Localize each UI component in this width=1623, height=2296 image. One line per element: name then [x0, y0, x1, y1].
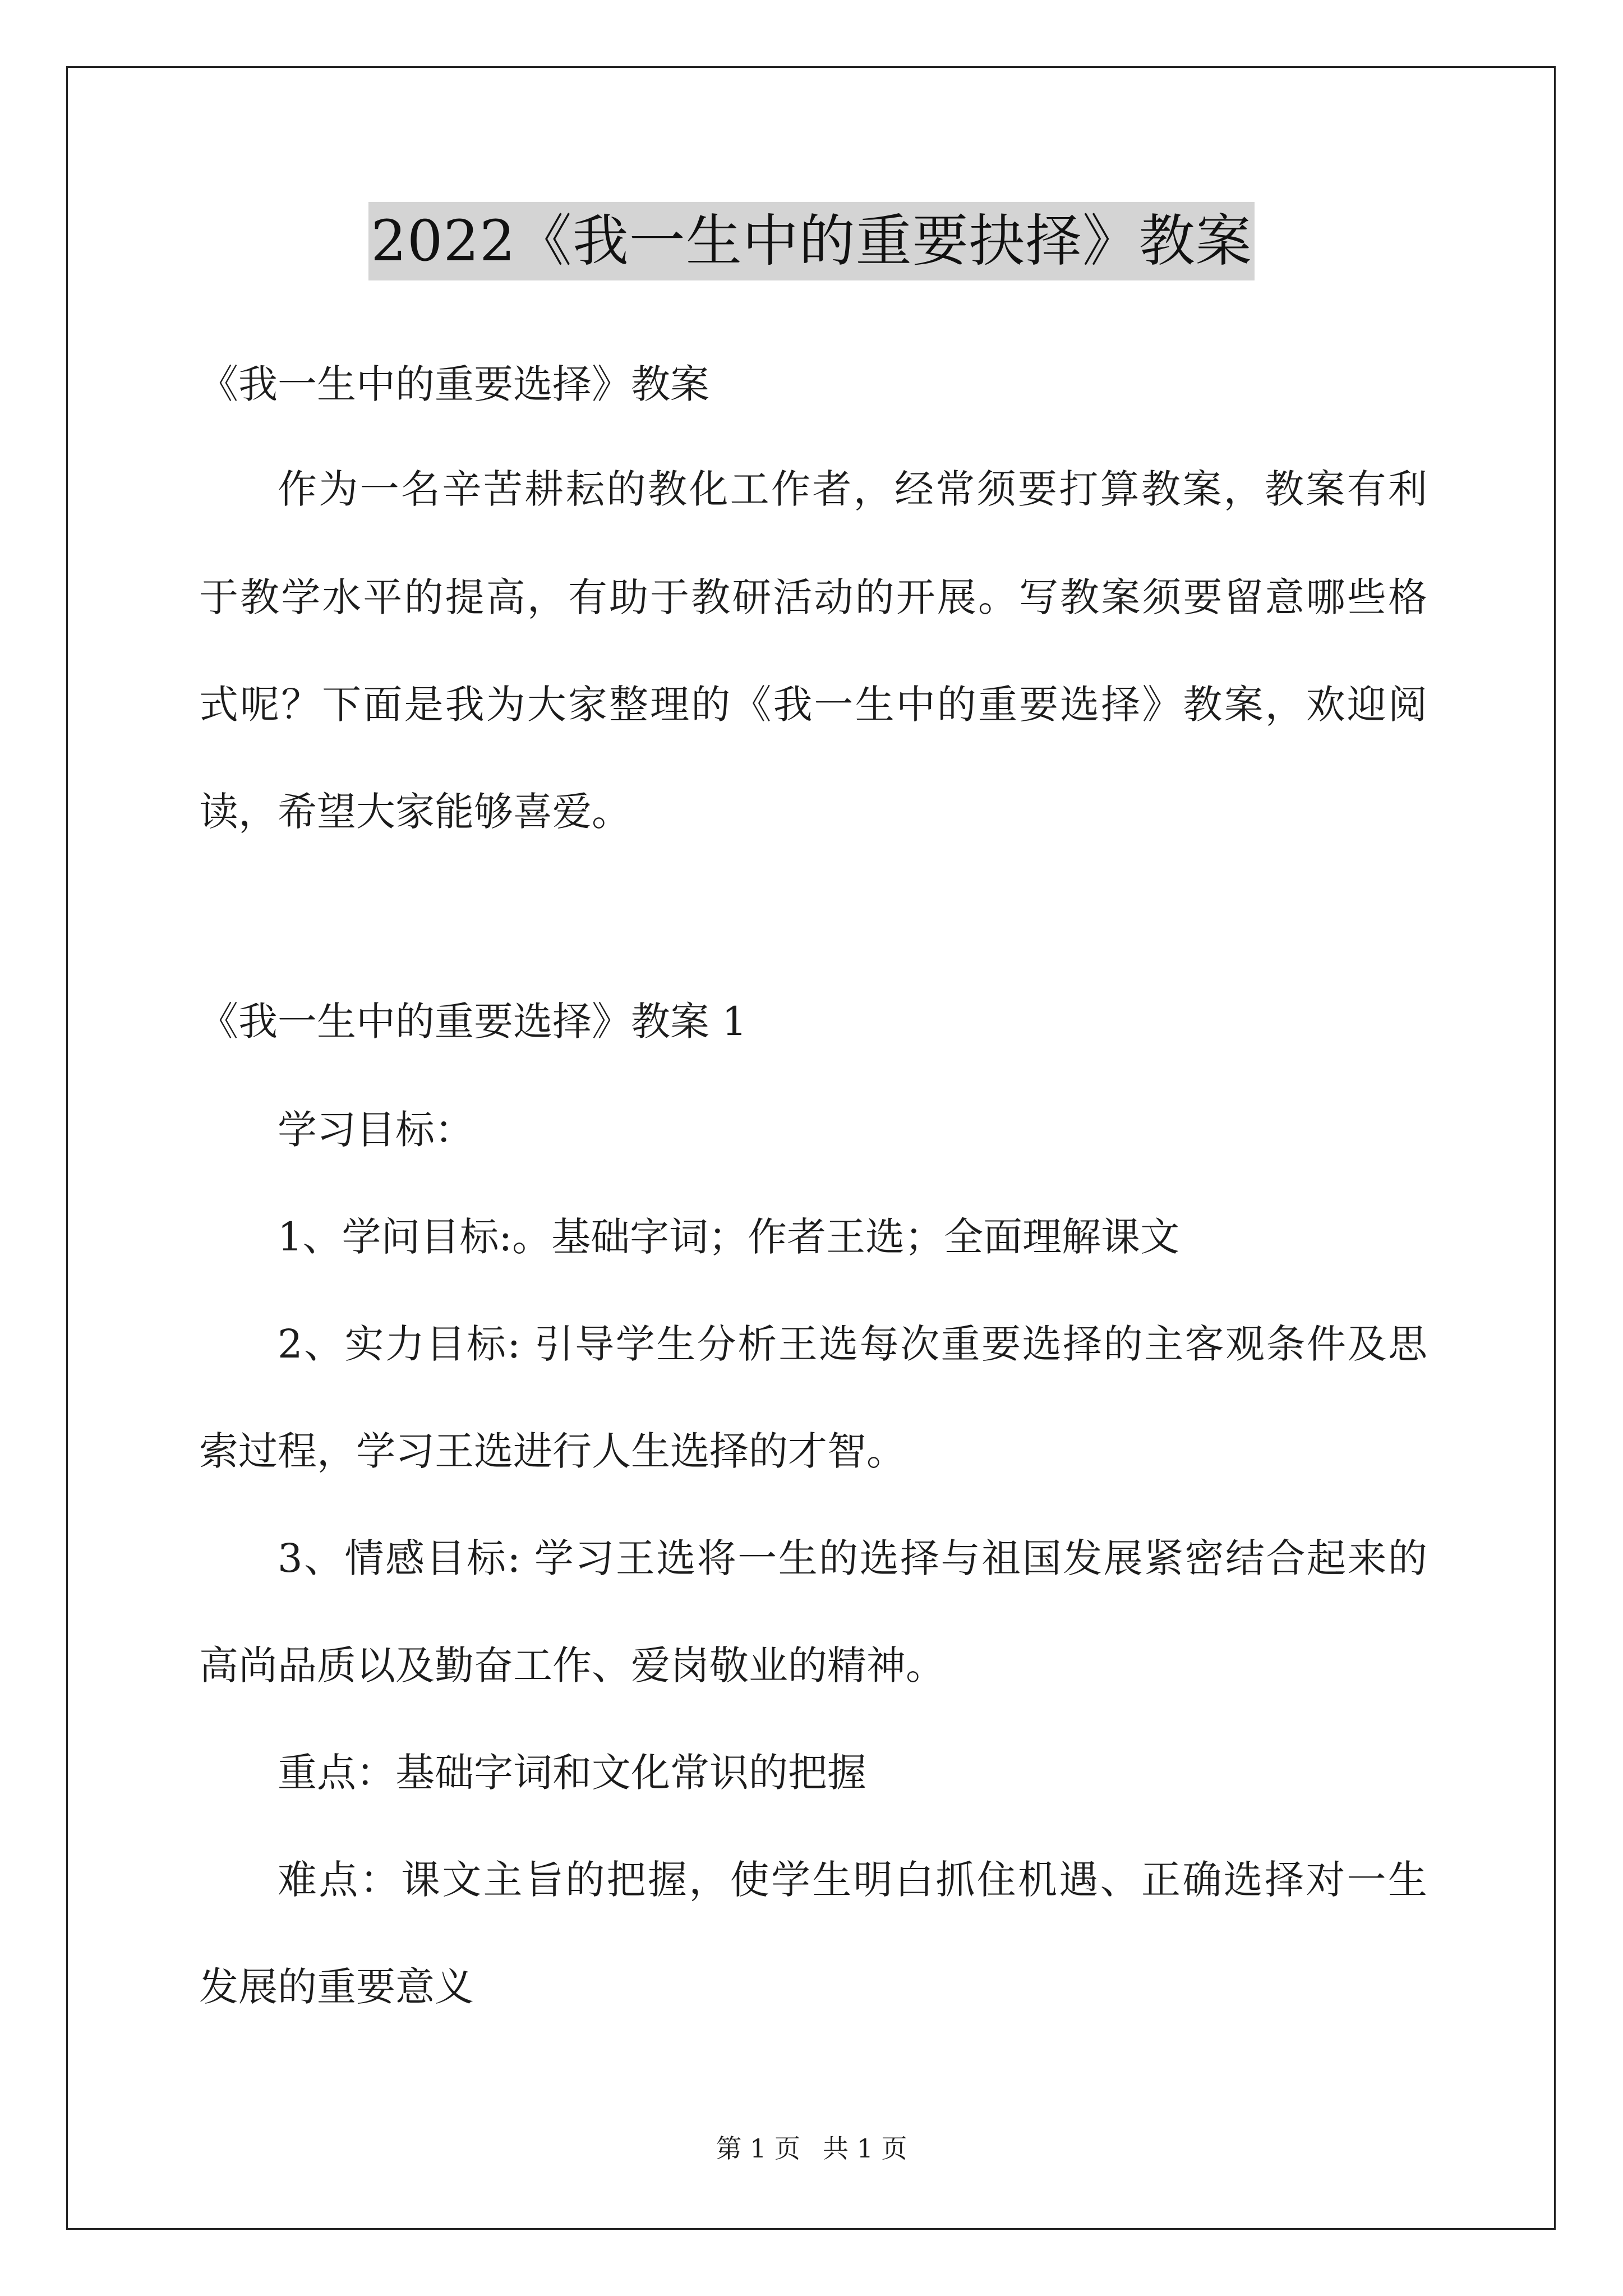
key-point: 重点：基础字词和文化常识的把握 [278, 1750, 866, 1796]
page-number-total: 共 1 页 [823, 2133, 907, 2164]
intro-line-1: 作为一名辛苦耕耘的教化工作者，经常须要打算教案，教案有利 [278, 466, 1427, 512]
objective-1: 1、学问目标:。基础字词；作者王选；全面理解课文 [278, 1214, 1180, 1260]
intro-line-2: 于教学水平的提高，有助于教研活动的开展。写教案须要留意哪些格 [199, 574, 1427, 620]
intro-line-4: 读，希望大家能够喜爱。 [199, 789, 631, 835]
page-number-current: 第 1 页 [716, 2133, 800, 2164]
document-title: 2022《我一生中的重要抉择》教案 [368, 202, 1255, 280]
objective-3-line-1: 3、情感目标: 学习王选将一生的选择与祖国发展紧密结合起来的 [278, 1535, 1427, 1581]
intro-line-3: 式呢？下面是我为大家整理的《我一生中的重要选择》教案，欢迎阅 [199, 682, 1427, 728]
difficulty-line-1: 难点：课文主旨的把握，使学生明白抓住机遇、正确选择对一生 [278, 1857, 1427, 1903]
document-subtitle: 《我一生中的重要选择》教案 [199, 361, 709, 407]
page-footer [0, 2132, 1623, 2165]
section-heading: 《我一生中的重要选择》教案 1 [199, 999, 747, 1045]
objective-2-line-1: 2、实力目标: 引导学生分析王选每次重要选择的主客观条件及思 [278, 1321, 1427, 1367]
objectives-heading: 学习目标： [278, 1107, 474, 1153]
title-container [0, 202, 1623, 280]
objective-3-line-2: 高尚品质以及勤奋工作、爱岗敬业的精神。 [199, 1642, 945, 1688]
difficulty-line-2: 发展的重要意义 [199, 1964, 474, 2010]
objective-2-line-2: 索过程，学习王选进行人生选择的才智。 [199, 1428, 906, 1474]
